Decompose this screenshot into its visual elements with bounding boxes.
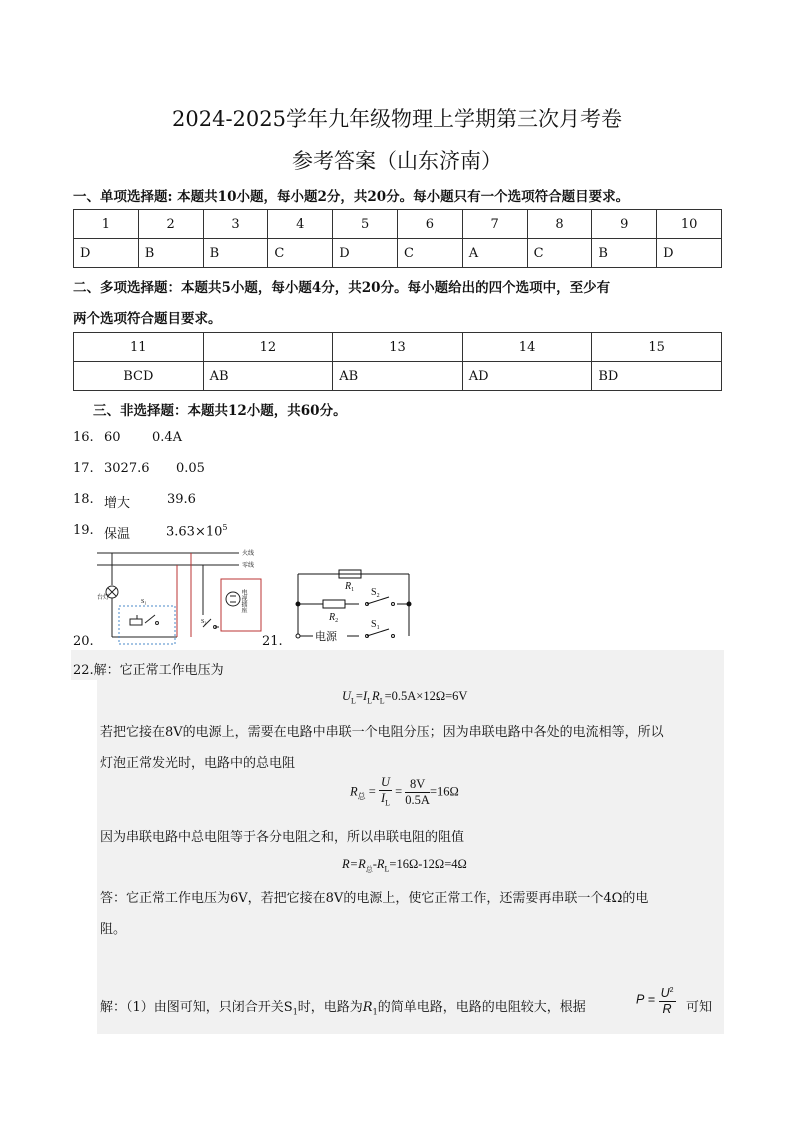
s1-letter: S: [371, 619, 377, 630]
switch-s2-letter: S: [201, 619, 205, 625]
switch-s2-subscript: 2: [204, 620, 207, 626]
switch-s2-label: [201, 619, 206, 626]
s2-subscript: 2: [376, 593, 380, 599]
answer-18-num: 18.: [73, 492, 94, 507]
table-row: [74, 210, 722, 239]
q23-power-formula: P = $\frac{U^2}{R}$: [636, 983, 676, 1017]
r2-letter: R: [329, 612, 336, 623]
section3-heading: 三、非选择题：本题共12小题，共60分。: [93, 403, 347, 419]
eq1-sub-a: L: [351, 696, 356, 706]
eq3-r: R=R: [342, 857, 366, 871]
q23-frac-num: U: [660, 986, 670, 1001]
section1-heading: 一、单项选择题: 本题共10小题，每小题2分，共20分。每小题只有一个选项符合题目要求。: [73, 189, 630, 205]
table-cell: 5: [333, 210, 398, 239]
s2-label: [371, 587, 380, 599]
q22-equation-2: $R_总$ = $\frac{U}{I_L}$ = $\frac{8V}{0.5A}$ =16Ω: [350, 775, 459, 811]
eq1-u: U: [342, 689, 352, 703]
eq2-r: R: [350, 784, 358, 799]
q23-r: R: [362, 1000, 373, 1015]
table-cell: 1: [74, 210, 139, 239]
table-cell: 6: [397, 210, 462, 239]
section2-answer-table: [73, 332, 722, 391]
table-cell: 12: [203, 333, 333, 362]
table-cell: AB: [203, 362, 333, 391]
r1-letter: R: [345, 581, 352, 592]
answer-19-b-exponent: 5: [222, 523, 228, 532]
table-cell: D: [333, 239, 398, 268]
eq3-sub-l: L: [384, 864, 390, 874]
eq1-sub-c: L: [379, 696, 385, 706]
answer-20-num: 20.: [73, 634, 94, 649]
q23-text-a: 解：（1）由图可知，只闭合开关S: [100, 1000, 293, 1015]
eq2-f1-num: U: [380, 775, 390, 789]
eq2-f2-den: 0.5A: [405, 793, 430, 808]
switch-s1-letter: S: [141, 599, 145, 605]
table-row: [74, 333, 722, 362]
table-cell: B: [592, 239, 657, 268]
s1-label: [371, 619, 380, 631]
live-wire-label: 火线: [242, 551, 255, 557]
q23-frac-den: R: [662, 1002, 672, 1017]
answer-17-a: 3027.6: [104, 461, 150, 476]
table-cell: A: [462, 239, 527, 268]
table-cell: B: [203, 239, 268, 268]
q23-r-sub: 1: [372, 1007, 378, 1017]
section1-answer-table: [73, 209, 722, 268]
s1-subscript: 1: [376, 625, 380, 631]
table-cell: AD: [462, 362, 592, 391]
q22-answer-line-1: 答：它正常工作电压为6V，若把它接在8V的电源上，使它正常工作，还需要再串联一个4Ω的电: [100, 891, 649, 906]
page-title: 2024-2025学年九年级物理上学期第三次月考卷: [172, 107, 622, 131]
table-cell: BCD: [74, 362, 204, 391]
q22-text-2: 灯泡正常发光时，电路中的总电阻: [100, 756, 296, 771]
table-cell: AB: [333, 362, 463, 391]
answer-21-num: 21.: [262, 634, 283, 649]
eq3-mid: -R: [372, 857, 385, 871]
table-cell: 13: [333, 333, 463, 362]
q22-text-3: 因为串联电路中总电阻等于各分电阻之和，所以串联电阻的阻值: [100, 830, 465, 845]
table-cell: C: [397, 239, 462, 268]
table-cell: 3: [203, 210, 268, 239]
answer-16-a: 60: [104, 430, 121, 445]
answer-17-num: 17.: [73, 461, 94, 476]
table-cell: 9: [592, 210, 657, 239]
table-cell: B: [138, 239, 203, 268]
table-cell: 4: [268, 210, 333, 239]
eq2-f1-den-sub: L: [385, 798, 390, 808]
q22-answer-line-2: 阻。: [100, 922, 127, 937]
table-cell: C: [268, 239, 333, 268]
eq1-sub-b: L: [367, 696, 373, 706]
table-cell: 7: [462, 210, 527, 239]
table-row: [74, 362, 722, 391]
eq1-r: R: [372, 689, 380, 703]
q22-equation-3: [342, 857, 467, 875]
q23-text-d: 可知: [686, 1000, 713, 1015]
power-source-label: 电源: [315, 631, 337, 643]
q23-text: [100, 996, 586, 1017]
r2-subscript: 2: [335, 618, 339, 624]
r1-subscript: 1: [351, 587, 355, 593]
table-cell: D: [657, 239, 722, 268]
q22-intro: 22.解：它正常工作电压为: [73, 663, 224, 678]
eq2-sub: 总: [357, 792, 366, 802]
socket-label: 电视插座: [240, 589, 246, 613]
q23-frac-sup: 2: [669, 987, 674, 994]
answer-17-b: 0.05: [176, 461, 205, 476]
eq1-i: I: [362, 689, 368, 703]
table-cell: D: [74, 239, 139, 268]
q23-text-c: 的简单电路，电路的电阻较大，根据: [377, 1000, 586, 1015]
s2-letter: S: [371, 587, 377, 598]
table-cell: C: [527, 239, 592, 268]
eq3-sub-total: 总: [365, 865, 373, 874]
q22-text-1: 若把它接在8V的电源上，需要在电路中串联一个电阻分压；因为串联电路中各处的电流相等，所以: [100, 725, 664, 740]
neutral-wire-label: 零线: [242, 563, 255, 569]
switch-s1-subscript: 1: [144, 600, 147, 606]
section2-heading-line1: 二、多项选择题：本题共5小题，每小题4分，共20分。每小题给出的四个选项中，至少有: [73, 280, 611, 296]
eq3-tail: =16Ω-12Ω=4Ω: [389, 857, 467, 871]
eq2-result: =16Ω: [429, 784, 459, 799]
q23-fraction: [659, 983, 676, 1017]
q23-p: P: [636, 992, 645, 1007]
eq2-f2-num: 8V: [405, 777, 430, 793]
eq2-fraction-1: [379, 775, 392, 811]
answer-16-b: 0.4A: [152, 430, 183, 445]
table-cell: 2: [138, 210, 203, 239]
table-cell: 11: [74, 333, 204, 362]
answer-19-num: 19.: [73, 523, 94, 538]
r1-label: [344, 581, 354, 593]
switch-s1-label: [141, 599, 146, 606]
q23-s-sub: 1: [292, 1007, 298, 1017]
answer-16-num: 16.: [73, 430, 94, 445]
page-subtitle: 参考答案（山东济南）: [292, 149, 502, 173]
table-cell: 15: [592, 333, 722, 362]
answer-18-a: 增大: [104, 496, 131, 511]
eq1-tail: =0.5A×12Ω=6V: [384, 689, 468, 703]
table-cell: 8: [527, 210, 592, 239]
answer-19-b-value: 3.63×10: [166, 524, 223, 540]
r2-label: [328, 612, 338, 624]
answer-19-b: [166, 523, 227, 539]
q23-text-b: 时，电路为: [297, 1000, 363, 1015]
circuit-diagram-21: [293, 566, 415, 648]
eq2-fraction-2: [405, 777, 430, 808]
lamp-label: 台灯: [97, 595, 110, 601]
table-cell: BD: [592, 362, 722, 391]
section2-heading-line2: 两个选项符合题目要求。: [73, 311, 222, 327]
table-row: [74, 239, 722, 268]
answer-19-a: 保温: [104, 527, 131, 542]
table-cell: 10: [657, 210, 722, 239]
answer-18-b: 39.6: [167, 492, 196, 507]
q22-equation-1: $U_L=I_LR_L=0.5A\times 12\Omega=6V$: [342, 689, 468, 706]
eq2-f1-den: I: [380, 791, 386, 805]
table-cell: 14: [462, 333, 592, 362]
circuit-diagram-20: [97, 545, 269, 651]
